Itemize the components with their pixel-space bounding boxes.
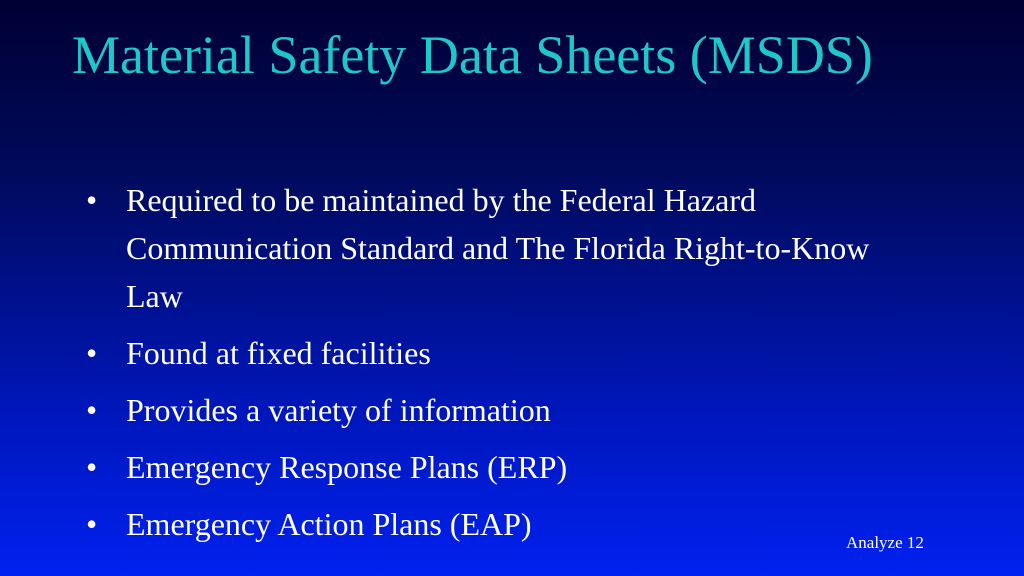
slide-title: Material Safety Data Sheets (MSDS) — [72, 25, 873, 85]
slide-footer: Analyze 12 — [846, 533, 924, 552]
bullet-icon: • — [86, 182, 98, 218]
bullet-text: Provides a variety of information — [126, 392, 551, 428]
bullet-icon: • — [86, 449, 98, 485]
bullet-item — [86, 500, 936, 548]
bullet-item — [86, 443, 936, 491]
bullet-text: Required to be maintained by the Federal Hazard Communication Standard and The Florida Right-to-Know Law — [126, 182, 870, 314]
bullet-icon: • — [86, 506, 98, 542]
bullet-item — [86, 329, 936, 377]
bullet-icon: • — [86, 335, 98, 371]
bullet-item — [86, 386, 936, 434]
bullet-item — [86, 176, 921, 320]
bullet-list — [86, 176, 936, 557]
bullet-text: Emergency Action Plans (EAP) — [126, 506, 532, 542]
bullet-icon: • — [86, 392, 98, 428]
bullet-text: Found at fixed facilities — [126, 335, 431, 371]
bullet-text: Emergency Response Plans (ERP) — [126, 449, 568, 485]
